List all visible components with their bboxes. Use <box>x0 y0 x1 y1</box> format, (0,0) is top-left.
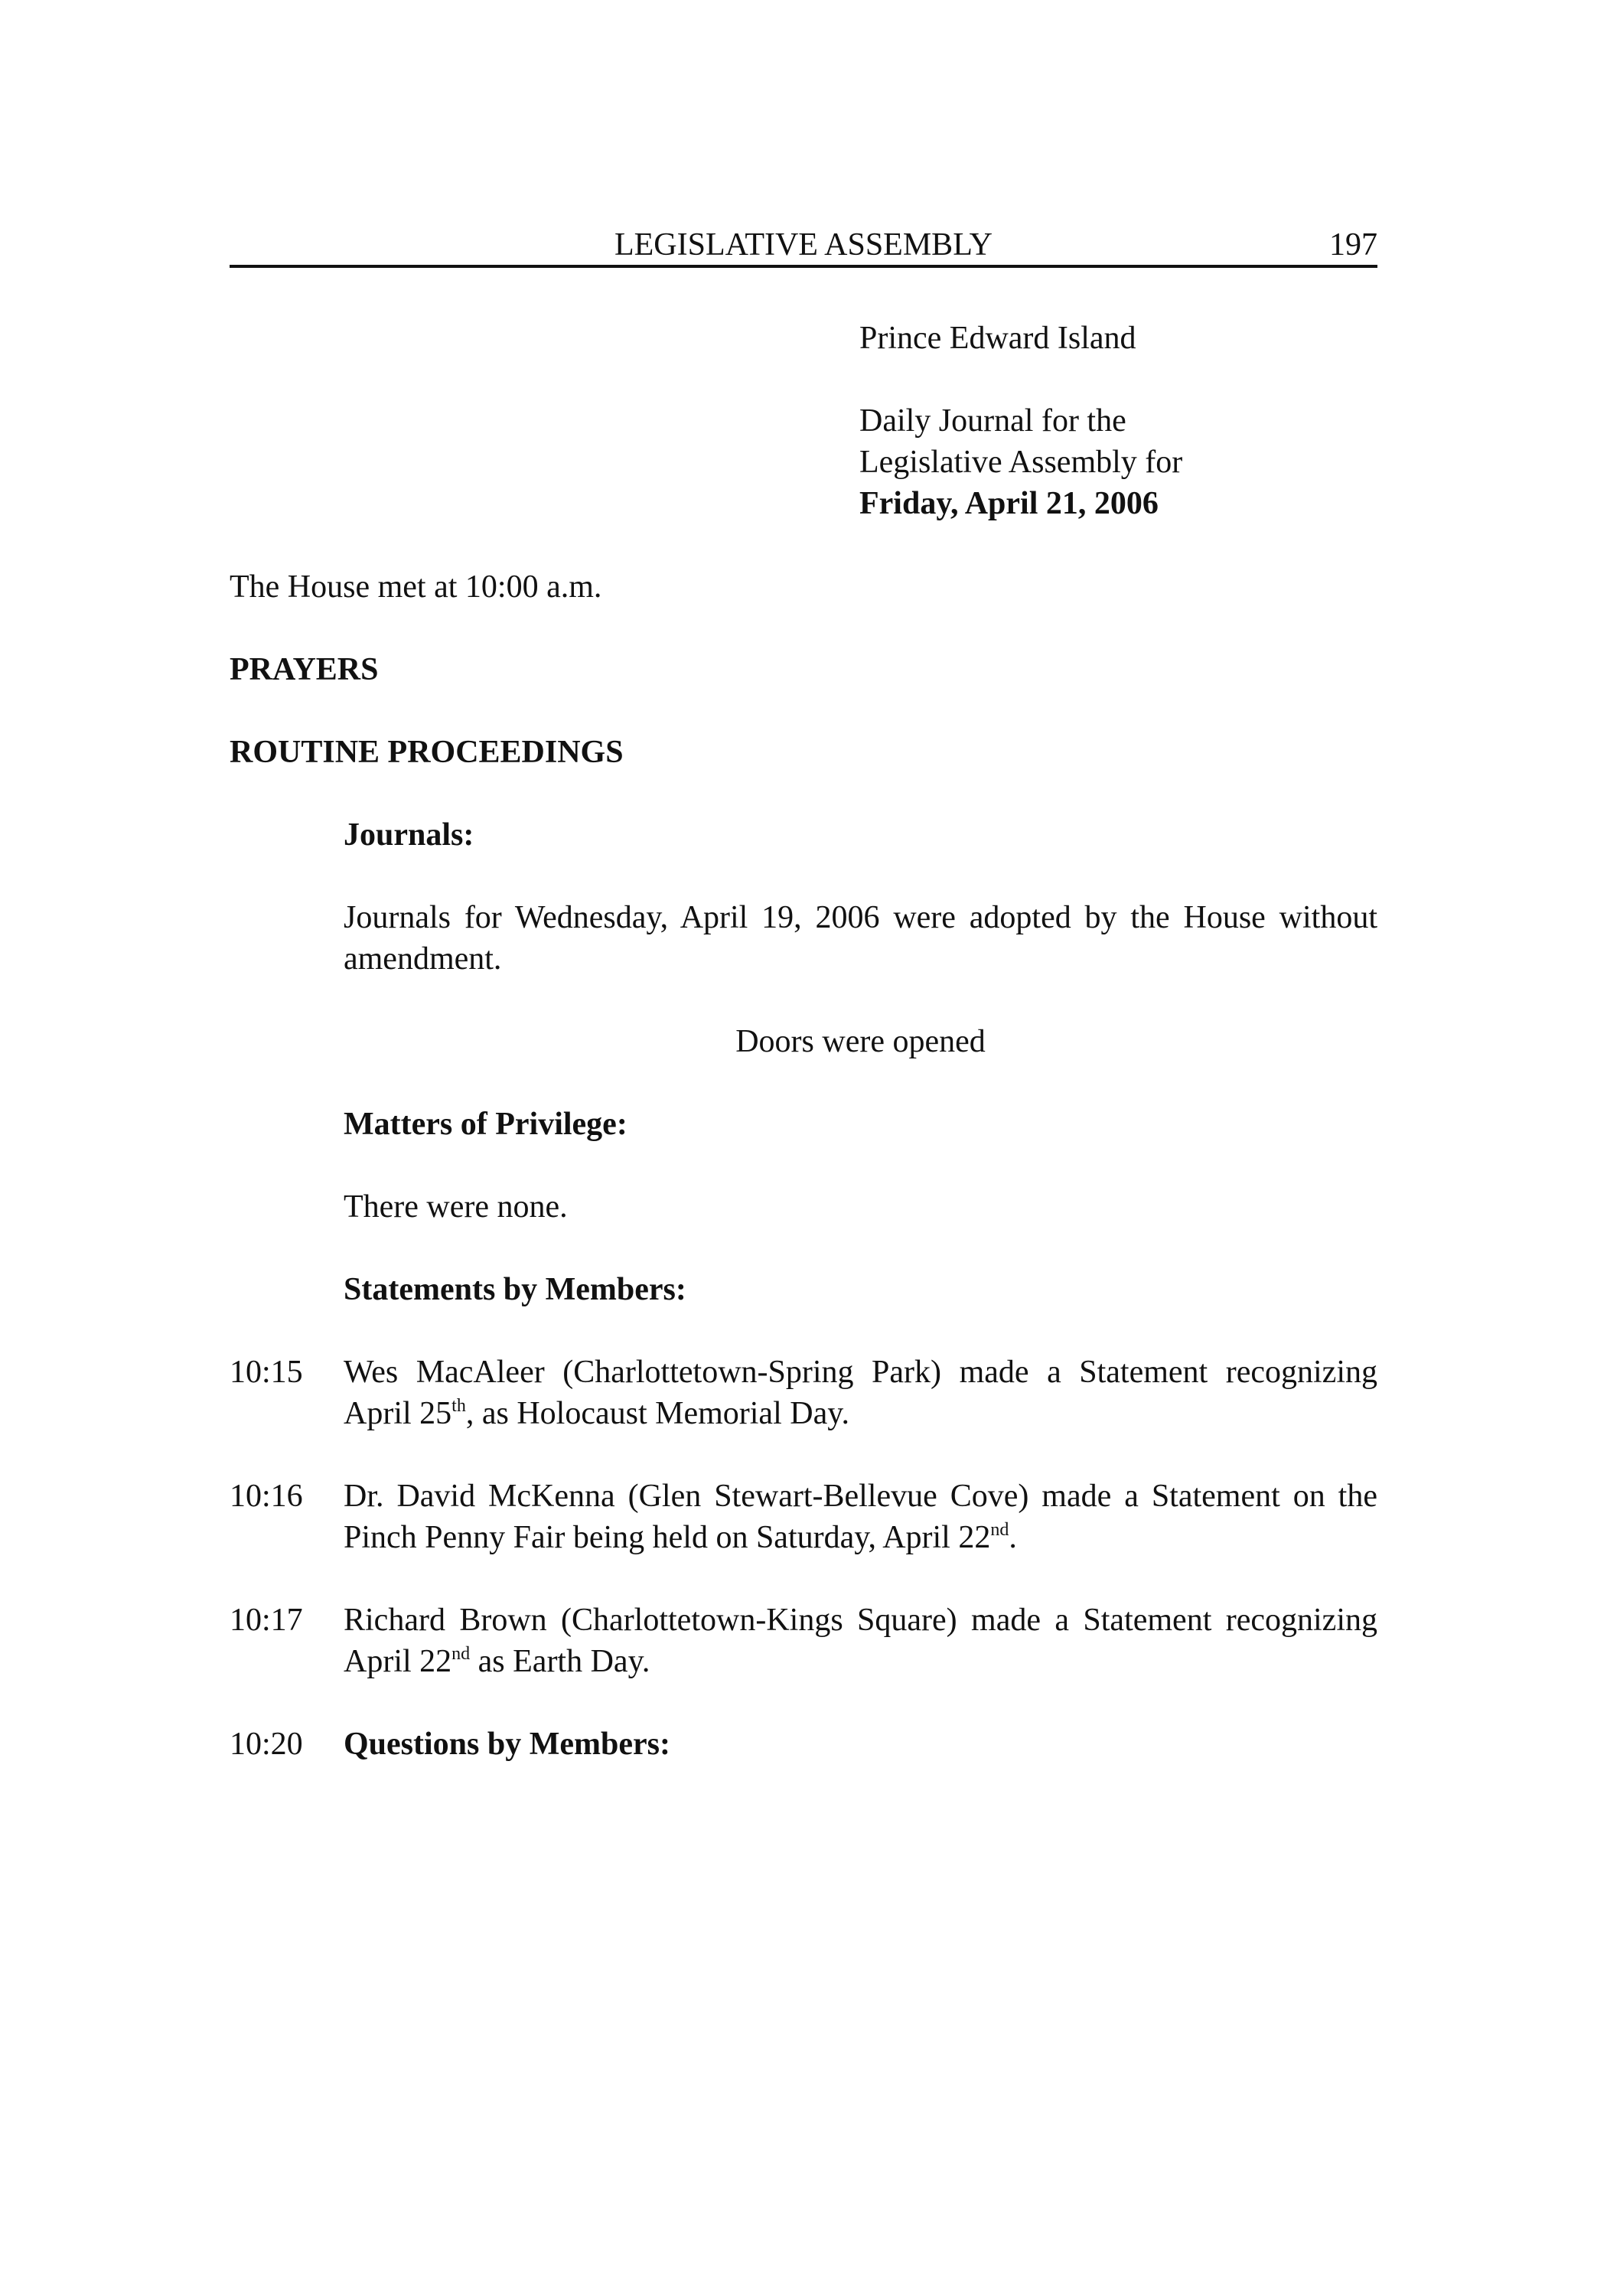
header-rule <box>230 265 1377 268</box>
statement-text: Dr. David McKenna (Glen Stewart-Bellevue Cove) made a Statement on the Pinch Penny Fair being held on Saturday, April 22nd. <box>344 1479 1377 1555</box>
questions-time: 10:20 <box>230 1727 303 1762</box>
privilege-text: There were none. <box>344 1189 568 1225</box>
prayers-heading: PRAYERS <box>230 652 379 687</box>
statements-heading: Statements by Members: <box>344 1272 686 1307</box>
doors-note: Doors were opened <box>735 1024 986 1059</box>
privilege-heading: Matters of Privilege: <box>344 1107 627 1142</box>
header-title: LEGISLATIVE ASSEMBLY <box>614 227 993 263</box>
journals-heading: Journals: <box>344 817 474 853</box>
statement-time: 10:15 <box>230 1355 303 1390</box>
journal-date: Friday, April 21, 2006 <box>859 486 1159 521</box>
opening-line: The House met at 10:00 a.m. <box>230 569 602 605</box>
journal-line-1: Daily Journal for the <box>859 403 1126 439</box>
province-name: Prince Edward Island <box>859 321 1136 356</box>
statement-time: 10:17 <box>230 1603 303 1638</box>
routine-proceedings-heading: ROUTINE PROCEEDINGS <box>230 735 624 770</box>
journal-line-2: Legislative Assembly for <box>859 445 1183 480</box>
journals-text: Journals for Wednesday, April 19, 2006 were adopted by the House without amendment. <box>344 900 1377 977</box>
questions-heading: Questions by Members: <box>344 1727 670 1762</box>
page-number: 197 <box>1329 227 1377 263</box>
statement-text: Wes MacAleer (Charlottetown-Spring Park) made a Statement recognizing April 25th, as Holocaust Memorial Day. <box>344 1355 1377 1431</box>
statement-text: Richard Brown (Charlottetown-Kings Square) made a Statement recognizing April 22nd as Earth Day. <box>344 1603 1377 1679</box>
statement-time: 10:16 <box>230 1479 303 1514</box>
